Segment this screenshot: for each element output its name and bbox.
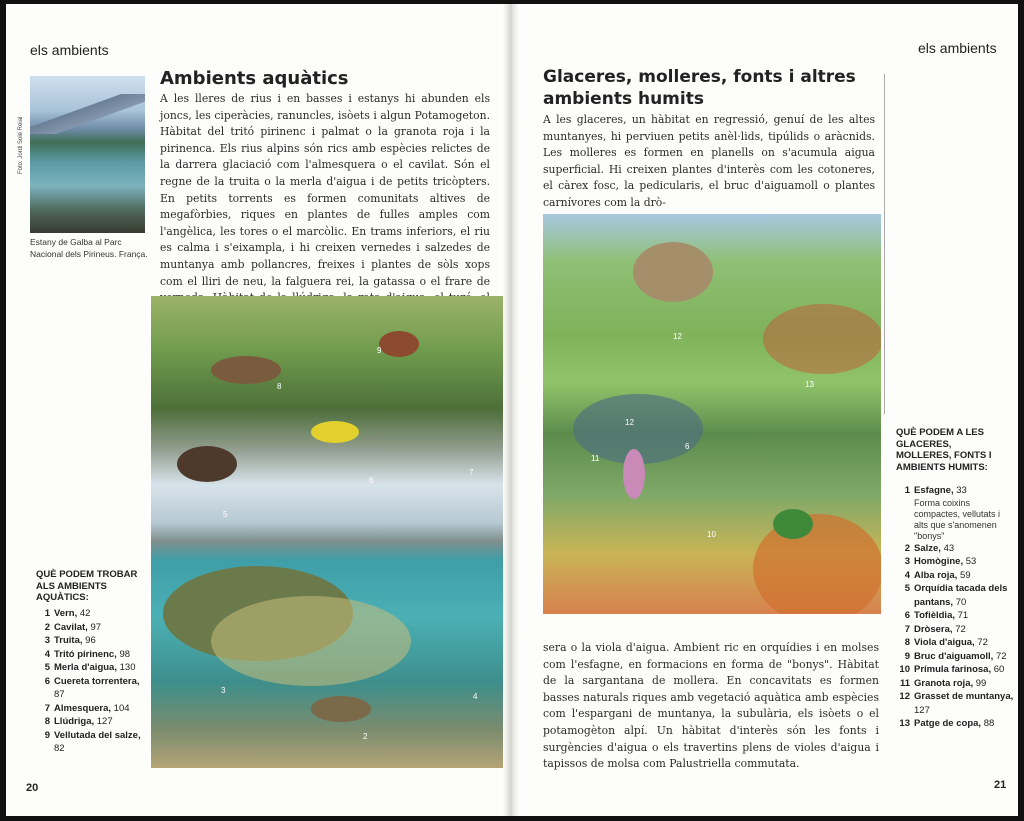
illustration-number: 3 <box>221 686 226 695</box>
illustration-number: 9 <box>377 346 382 355</box>
list-item: 3 Homògine, 53 <box>904 556 977 567</box>
list-item: 1 Vern, 42 <box>44 608 91 619</box>
illustration-number: 6 <box>685 442 690 451</box>
section-heading: Glaceres, molleres, fonts i altres ambients humits <box>543 67 856 109</box>
list-item: 2 Salze, 43 <box>904 542 955 554</box>
sidebar-title: QUÈ PODEM A LES GLACERES, MOLLERES, FONTS I AMBIENTS HUMITS: <box>896 427 992 473</box>
list-item: 3 Truita, 96 <box>44 635 96 646</box>
list-item: 6 Cuereta torrentera, 87 <box>44 675 140 700</box>
list-item: 4 Alba roja, 59 <box>904 569 971 581</box>
list-item-note: Forma coixins compactes, vellutats i alts que s'anomenen "bonys" <box>914 497 1001 541</box>
list-item: 12 Grasset de muntanya, 127 <box>899 691 1014 716</box>
list-item: 10 Prímula farinosa, 60 <box>899 664 1005 675</box>
list-item: 7 Dròsera, 72 <box>904 623 966 635</box>
list-item: 5 Orquídia tacada dels pantans, 70 <box>904 583 1008 608</box>
page-number: 21 <box>994 779 1007 791</box>
list-item: 1 Esfagne, 33 Forma coixins compactes, vellutats i alts que s'anomenen "bonys" <box>896 484 1016 542</box>
list-item: 13 Patge de copa, 88 <box>899 718 995 729</box>
illustration-number: 4 <box>473 692 478 701</box>
body-text: A les glaceres, un hàbitat en regressió, genuí de les altes muntanyes, hi perviuen petits anèl·lids, tipúlids o aràcnids. Les molleres es formen en planells on s'acumula aigua superficial. Hi creixen plantes d'interès com les cotoneres, el càrex fosc, la pedicularis, el bruc d'aiguamoll o plantes carnívores com la drò- <box>543 113 875 209</box>
illustration-number: 5 <box>223 510 228 519</box>
photo-caption: Estany de Galba al Parc Nacional dels Pirineus. França. <box>30 237 148 259</box>
list-item: 8 Viola d'aigua, 72 <box>904 637 988 648</box>
list-item: 8 Llúdriga, 127 <box>44 716 113 727</box>
sidebar-title: QUÈ PODEM TROBAR ALS AMBIENTS AQUÀTICS: <box>36 569 138 603</box>
illustration-number: 12 <box>673 332 682 341</box>
book-gutter <box>503 4 519 816</box>
species-list <box>896 484 1016 731</box>
list-item: 4 Tritó pirinenc, 98 <box>44 648 131 660</box>
page-number: 20 <box>26 782 39 794</box>
body-text: A les lleres de rius i en basses i estanys hi abunden els joncs, les ciperàcies, ranuncles, isòets i algun Potamogeton. Hàbitat del tritó pirinenc i palmat o la granota roja i la pirinenca. Els rius alpins són rics amb espècies relictes de la darrera glaciació com l'almesquera o el cavilat. Són el regne de la truita o la merla d'aigua i de petits tricòpters. En petits torrents es formen comunitats altives de megafòrbies, riques en plantes de fulles amples com l'angèlica, les tores o el marcòlic. En trams inferiors, el riu es calma i s'eixampla, i hi creixen vernedes i salzedes de muntanya amb pollancres, freixes i plantes de sòls xops com el lliri de neu, la falguera rei, la gatassa o el frare de <box>160 92 490 288</box>
illustration-number: 6 <box>369 476 374 485</box>
section-header: els ambients <box>30 42 109 58</box>
section-heading: Ambients aquàtics <box>160 68 349 89</box>
illustration-number: 10 <box>707 530 716 539</box>
list-item: 9 Bruc d'aiguamoll, 72 <box>904 650 1007 662</box>
aquatic-illustration <box>151 296 509 768</box>
illustration-number: 13 <box>805 380 814 389</box>
illustration-number: 8 <box>277 382 282 391</box>
book-spread <box>6 4 1018 816</box>
list-item: 2 Cavilat, 97 <box>44 621 102 633</box>
illustration-number: 12 <box>625 418 634 427</box>
body-text-continued: sera o la viola d'aigua. Ambient ric en orquídies i en molses com l'esfagne, en formacions en forma de "bonys". Hàbitat de la sargantana de mollera. En concavitats es formen basses naturals riques amb vegetació aquàtica amb espècies com l'espargani de muntanya, la subulària, els isòets o el potamogèton alpí. Un hàbitat d'interès són les fonts i surgències d'aigua o els travertins plens de violes d'aigua i tapissos de molsa com Palustriella commutata. <box>543 641 879 771</box>
species-list <box>36 607 146 756</box>
illustration-number: 11 <box>591 454 600 463</box>
wetland-illustration <box>543 214 881 614</box>
section-header: els ambients <box>918 40 997 56</box>
illustration-number: 7 <box>469 468 474 477</box>
list-item: 5 Merla d'aigua, 130 <box>44 662 136 673</box>
column-rule <box>884 74 885 414</box>
list-item: 7 Almesquera, 104 <box>44 702 130 714</box>
lake-photo <box>30 76 145 233</box>
list-item: 11 Granota roja, 99 <box>899 677 987 689</box>
list-item: 9 Vellutada del salze, 82 <box>44 729 141 754</box>
list-item: 6 Tofièldia, 71 <box>904 610 969 621</box>
photo-credit: Foto: Jordi Solé Reial <box>18 116 24 174</box>
illustration-number: 2 <box>363 732 368 741</box>
left-page <box>6 4 511 816</box>
